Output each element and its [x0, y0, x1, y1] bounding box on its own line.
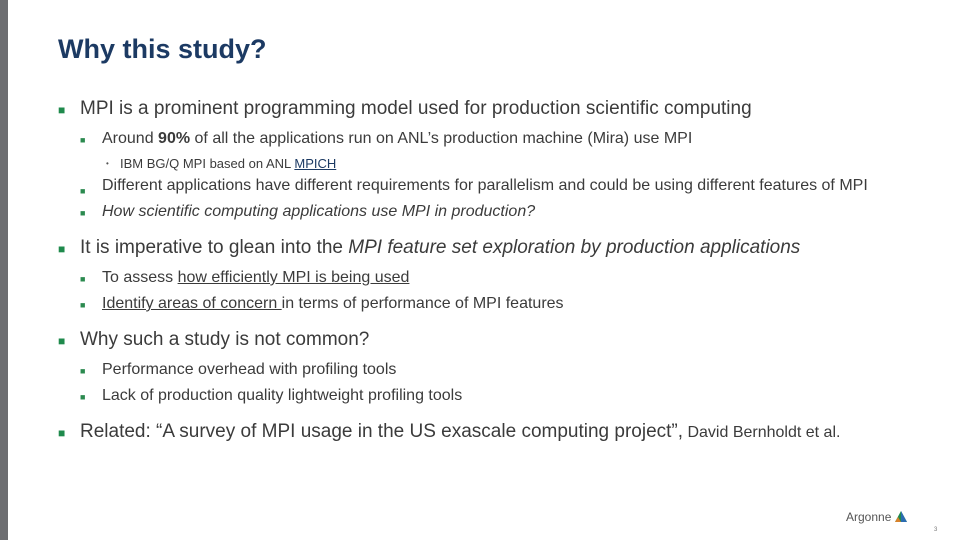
- bullet-text: How scientific computing applications use MPI in production?: [102, 203, 536, 220]
- bullet-different-applications: [80, 175, 948, 197]
- square-bullet-icon: ■: [58, 334, 66, 348]
- bullet-mpi-prominent: [58, 98, 948, 120]
- bullet-text-pre: It is imperative to glean into the: [80, 237, 349, 258]
- square-bullet-icon: ■: [58, 242, 66, 256]
- argonne-triangle-icon: [894, 510, 908, 524]
- bullet-text-post: in terms of performance of MPI features: [281, 295, 564, 312]
- bullet-performance-overhead: [80, 361, 948, 379]
- bullet-text: Lack of production quality lightweight profiling tools: [102, 387, 463, 404]
- bullet-around-90: [80, 130, 948, 148]
- square-bullet-icon: ■: [80, 274, 86, 284]
- bullet-text-authors: David Bernholdt et al.: [683, 424, 841, 441]
- bullet-text-main: Related: “A survey of MPI usage in the US exascale computing project”,: [80, 421, 684, 442]
- bullet-why-not-common: [58, 329, 948, 351]
- bullet-text: MPI is a prominent programming model used for production scientific computing: [80, 98, 752, 119]
- bullet-identify: [80, 295, 948, 313]
- bullet-how-scientific: [80, 203, 948, 221]
- bullet-list: [58, 98, 948, 443]
- left-sidebar-bar: [0, 0, 8, 540]
- square-bullet-icon: ■: [80, 135, 86, 145]
- square-bullet-icon: ■: [80, 186, 86, 196]
- bullet-assess: [80, 269, 948, 287]
- square-bullet-icon: ■: [80, 392, 86, 402]
- bullet-text: Performance overhead with profiling tools: [102, 361, 397, 378]
- argonne-logo: [846, 510, 908, 524]
- bullet-text: Different applications have different requirements for parallelism and could be using different features of MPI: [102, 177, 868, 194]
- bullet-ibm-bgq: [106, 156, 948, 171]
- bullet-text-post: of all the applications run on ANL’s production machine (Mira) use MPI: [190, 130, 693, 147]
- square-bullet-icon: ■: [58, 426, 66, 440]
- bullet-text-italic: MPI feature set exploration by production applications: [348, 237, 801, 258]
- page-number: 3: [934, 527, 938, 533]
- logo-text: Argonne: [846, 510, 892, 524]
- bullet-text-pre: To assess: [102, 269, 178, 286]
- slide-title: Why this study?: [58, 34, 267, 64]
- bullet-related: [58, 421, 948, 443]
- bullet-imperative: [58, 237, 948, 259]
- dot-bullet-icon: •: [106, 159, 109, 168]
- square-bullet-icon: ■: [80, 300, 86, 310]
- square-bullet-icon: ■: [58, 103, 66, 117]
- mpich-link[interactable]: MPICH: [294, 156, 337, 171]
- bullet-text-pre: IBM BG/Q MPI based on ANL: [120, 156, 295, 171]
- bullet-text-underlined: Identify areas of concern: [102, 295, 282, 312]
- bullet-text: Why such a study is not common?: [80, 329, 370, 350]
- bullet-lack-of-tools: [80, 387, 948, 405]
- bullet-text-underlined: how efficiently MPI is being used: [177, 269, 410, 286]
- square-bullet-icon: ■: [80, 366, 86, 376]
- square-bullet-icon: ■: [80, 208, 86, 218]
- bullet-text-bold: 90%: [158, 130, 191, 147]
- bullet-text-pre: Around: [102, 130, 159, 147]
